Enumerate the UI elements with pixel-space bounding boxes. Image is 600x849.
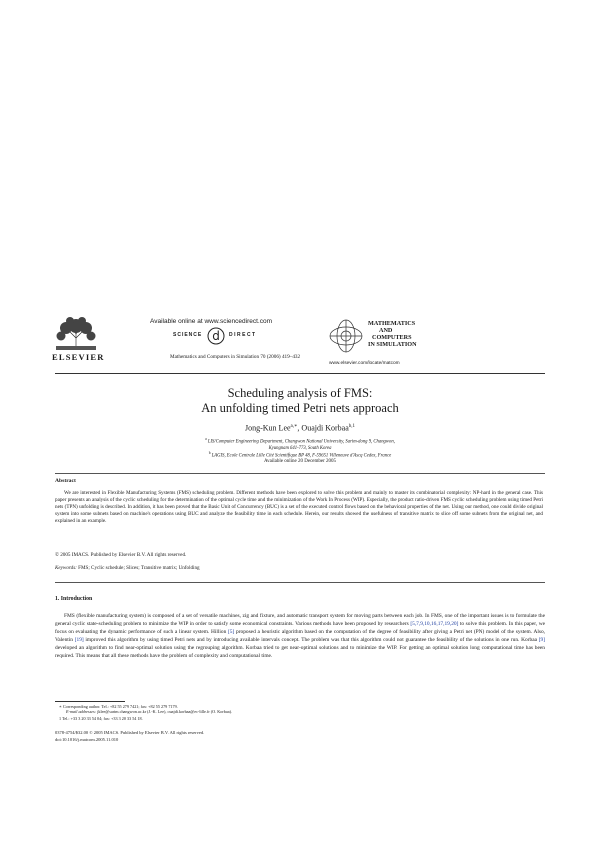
citation-link[interactable]: [5,7,9,10,16,17,19,20] — [410, 620, 459, 627]
footnote-corresponding: ∗ Corresponding author. Tel.: +82 55 279 7421; fax: +82 55 279 7179. — [59, 704, 178, 709]
journal-citation: Mathematics and Computers in Simulation 70 (2006) 419–432 — [170, 354, 301, 360]
author-affil-marker[interactable]: a,∗ — [290, 424, 298, 429]
body-text-run: to solve this problem. In this paper, we focus on evaluating the dynamic performance of such a linear system. Hillion — [55, 620, 545, 635]
header-rule — [55, 373, 545, 374]
journal-url-link[interactable]: www.elsevier.com/locate/matcom — [329, 361, 400, 366]
issn-line: 0378-4754/$32.00 © 2005 IMACS. Published by Elsevier B.V. All rights reserved. — [55, 730, 205, 735]
abstract-body: We are interested in Flexible Manufacturing Systems (FMS) scheduling problem. Different methods have been explored to solve this problem and mainly to master its combinatorial complexity: NP-hard in the general case. This paper presents an analysis of the cyclic scheduling for the determination of the optimal cycle time and the minimization of the Work In Process (WIP). Especially, the product ratio-driven FMS cyclic scheduling problem using timed Petri nets (TPN) unfolding is described. In addition, it has been proved that the Basic Unit of Concurrency (BUC) is a set of the executed control flows based on the behavioral properties of the net. Using our method, one could divide original system into some subnets based on machine's operations using BUC and analyze the feasibility time in each schedule. Herein, our results showed the usefulness of transitive matrix to slice off some subnets from the original net, and explained in an example. — [55, 490, 543, 524]
body-text-run: developed an algorithm to find near-optimal solution using the regrouping algorithm. Korbaa tried to get near-optimal solutions and to minimize the WIP. For getting an optimal solution long computational time has been required. This means that all these methods have the problem of complexity and computational time. — [55, 644, 545, 659]
abstract-heading: Abstract — [55, 478, 76, 484]
svg-text:d: d — [212, 329, 220, 343]
sciencedirect-at-icon — [207, 327, 225, 345]
citation-link[interactable]: [5] — [228, 628, 235, 635]
keywords — [55, 565, 200, 571]
available-online-banner[interactable]: Available online at www.sciencedirect.com — [150, 318, 272, 325]
journal-name-line: MATHEMATICS — [368, 320, 416, 327]
journal-cover-icon — [326, 316, 366, 356]
sciencedirect-right-text: DIRECT — [229, 332, 257, 338]
citation-link[interactable]: [19] — [74, 636, 84, 643]
keywords-text: FMS; Cyclic schedule; Slices; Transitive matrix; Unfolding — [76, 565, 200, 571]
abstract-bottom-rule — [55, 582, 545, 583]
author-name: Ouajdi Korbaa — [301, 423, 349, 433]
journal-name-line: AND — [379, 327, 393, 334]
journal-name — [368, 320, 417, 348]
keywords-label: Keywords: — [55, 565, 77, 571]
section-heading-introduction: 1. Introduction — [55, 596, 93, 602]
publisher-name: ELSEVIER — [52, 352, 105, 362]
author-list — [0, 423, 600, 433]
journal-name-line: IN SIMULATION — [368, 341, 417, 348]
sciencedirect-left-text: SCIENCE — [173, 332, 203, 338]
citation-link[interactable]: [9] — [538, 636, 546, 643]
affiliation-label: a — [205, 437, 207, 441]
affiliation-text: Kyungnam 641-773, South Korea — [268, 445, 332, 451]
affiliation-text: LAGIS, Ecole Centrale Lille Cité Scientifique BP 48, F-59651 Villeneuve d'Ascq Cedex, France — [211, 453, 392, 459]
body-text-run: proposed a heuristic algorithm based on the computation of the degree of feasibility after giving a Petri net (PN) model of the system. Also, Valentin — [55, 628, 545, 643]
email-label: E-mail addresses: — [66, 709, 97, 714]
author-name: Jong-Kun Lee — [245, 423, 291, 433]
sciencedirect-logo — [173, 327, 288, 347]
journal-name-line: COMPUTERS — [372, 334, 412, 341]
paper-title-line2: An unfolding timed Petri nets approach — [201, 401, 399, 415]
abstract-copyright: © 2005 IMACS. Published by Elsevier B.V. All rights reserved. — [55, 552, 187, 558]
abstract-top-rule — [55, 473, 545, 474]
email-addresses[interactable]: jklee@sarim.changwon.ac.kr (J.-K. Lee), ouajdi.korbaa@ec-lille.fr (O. Korbaa). — [96, 709, 233, 714]
author-separator: , — [297, 423, 302, 433]
footnote-tel: 1 Tel.: +33 3 20 33 54 04; fax: +33 3 20 33 54 18. — [59, 716, 143, 721]
paper-title-line1: Scheduling analysis of FMS: — [227, 386, 373, 400]
introduction-paragraph — [55, 613, 545, 661]
author-affil-marker[interactable]: b,1 — [348, 424, 355, 429]
elsevier-tree-logo — [52, 316, 100, 376]
footnote-email — [66, 709, 546, 714]
body-text-run: FMS (flexible manufacturing system) is composed of a set of versatile machines, zig and fixture, and automatic transport system for moving parts between each job. In FMS, one of the important issues is to formulate the general cyclic state-scheduling problem to minimize the WIP in order to satisfy some economical constraints. Various methods have been proposed by researchers — [55, 613, 545, 627]
available-online-date: Available online 20 December 2005 — [263, 459, 337, 464]
doi-line[interactable]: doi:10.1016/j.matcom.2005.11.010 — [55, 737, 119, 742]
body-text-run: improved this algorithm by using timed Petri nets and by introducing available intervals concept. The problem was that this algorithm could not guarantee the feasibility of the solutions in one run. Korbaa — [83, 636, 539, 643]
footnote-rule — [55, 701, 125, 702]
affiliation-label: b — [208, 451, 211, 455]
affiliation-text: LIS/Computer Engineering Department, Changwon National University, Sarim-dong 9, Changwon, — [207, 439, 395, 445]
